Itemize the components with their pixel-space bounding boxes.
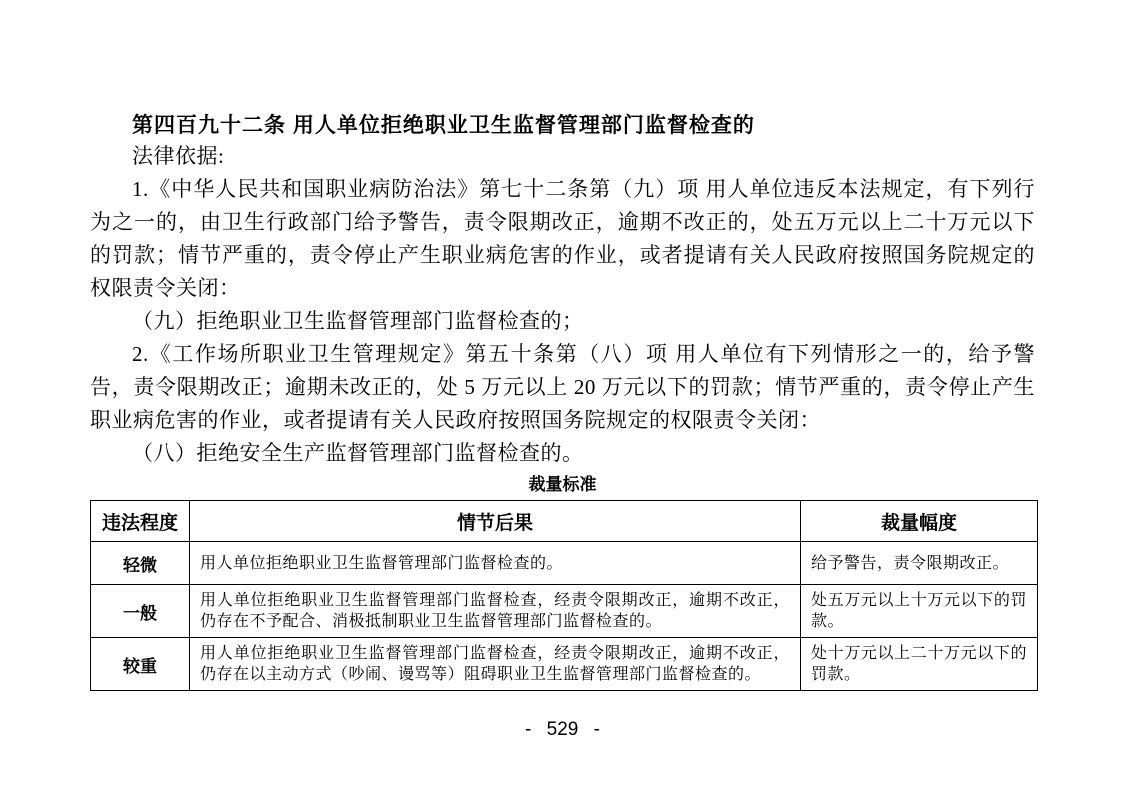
range-text: 处十万元以上二十万元以下的罚款。 (801, 638, 1038, 691)
degree-label: 一般 (91, 585, 190, 638)
legal-basis-label: 法律依据: (132, 144, 225, 168)
table-header-row (91, 501, 1038, 542)
degree-label: 较重 (91, 638, 190, 691)
degree-label: 轻微 (91, 542, 190, 585)
paragraph-law-2: 2.《工作场所职业卫生管理规定》第五十条第（八）项 用人单位有下列情形之一的，给予警告，责令限期改正；逾期未改正的，处 5 万元以上 20 万元以下的罚款；情节严重的，责令停止产生职业病危害的作业，或者提请有关人民政府按照国务院规定的权限责令关闭： (90, 342, 1035, 432)
column-header-range: 裁量幅度 (801, 501, 1038, 542)
paragraph-law-1: 1.《中华人民共和国职业病防治法》第七十二条第（九）项 用人单位违反本法规定，有下列行为之一的，由卫生行政部门给予警告，责令限期改正，逾期不改正的，处五万元以上二十万元以下的罚款；情节严重的，责令停止产生职业病危害的作业，或者提请有关人民政府按照国务院规定的权限责令关闭： (90, 177, 1035, 300)
column-header-circumstance: 情节后果 (190, 501, 801, 542)
table-row-severe (91, 638, 1038, 691)
table-row-light (91, 542, 1038, 585)
column-header-degree: 违法程度 (91, 501, 190, 542)
circumstance-text: 用人单位拒绝职业卫生监督管理部门监督检查，经责令限期改正，逾期不改正，仍存在不予配合、消极抵制职业卫生监督管理部门监督检查的。 (190, 585, 801, 638)
table-title: 裁量标准 (528, 475, 597, 494)
range-text: 给予警告，责令限期改正。 (801, 542, 1038, 585)
circumstance-text: 用人单位拒绝职业卫生监督管理部门监督检查，经责令限期改正，逾期不改正，仍存在以主动方式（吵闹、谩骂等）阻碍职业卫生监督管理部门监督检查的。 (190, 638, 801, 691)
paragraph-item-8: （八）拒绝安全生产监督管理部门监督检查的。 (132, 441, 584, 465)
circumstance-text: 用人单位拒绝职业卫生监督管理部门监督检查的。 (190, 542, 801, 585)
discretion-standards-table (90, 500, 1038, 691)
range-text: 处五万元以上十万元以下的罚款。 (801, 585, 1038, 638)
article-body (90, 140, 1035, 470)
page-number: - 529 - (525, 719, 600, 740)
table-row-general (91, 585, 1038, 638)
article-title: 第四百九十二条 用人单位拒绝职业卫生监督管理部门监督检查的 (132, 114, 755, 137)
paragraph-item-9: （九）拒绝职业卫生监督管理部门监督检查的； (132, 309, 584, 333)
